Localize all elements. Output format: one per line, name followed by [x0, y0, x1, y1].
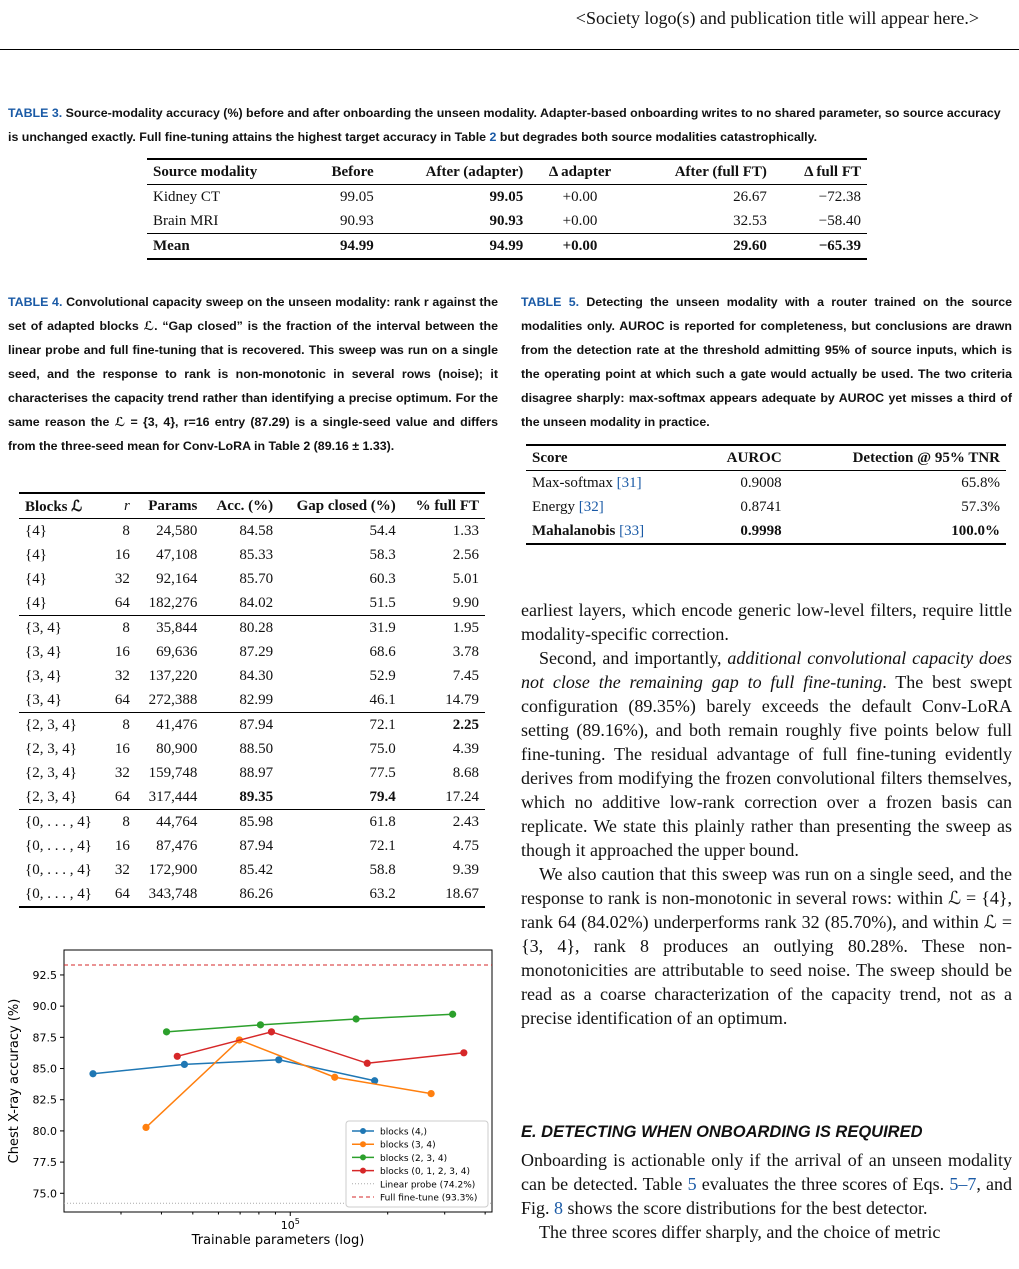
- table-cell: 16: [114, 643, 130, 660]
- table4-col: Gap closed (%): [279, 493, 402, 519]
- table-cell: {2, 3, 4}: [25, 764, 77, 781]
- table-cell: 0.9998: [696, 519, 788, 544]
- table-cell: {0, . . . , 4}: [19, 810, 106, 835]
- table-cell: {2, 3, 4}: [25, 788, 77, 805]
- table3-mean-row: [147, 234, 867, 260]
- table-cell: 26.67: [733, 188, 767, 205]
- table-cell: 41,476: [136, 713, 203, 738]
- table-row: [19, 810, 485, 835]
- data-point: [174, 1053, 181, 1060]
- table3-col: Δ adapter: [529, 159, 630, 185]
- table3-col: Before: [306, 159, 380, 185]
- table3-col: Source modality: [147, 159, 306, 185]
- table-row: [19, 882, 485, 907]
- table3: [147, 158, 867, 260]
- table-row: [19, 761, 485, 785]
- table-cell: {4}: [25, 570, 47, 587]
- table-cell: 87.29: [239, 643, 274, 660]
- data-point: [353, 1015, 360, 1022]
- table4-caption-text: Convolutional capacity sweep on the unseen modality: rank r against the set of adapted blocks ℒ. “Gap closed” is the fraction of the interval between the linear probe and full fine-tuning that is recovered. This sweep was run on a single seed, and the response to rank is non-monotonic in several rows (noise); it characterises the capacity trend rather than identifying a precise optimum. For the same reason the ℒ = {3, 4}, r=16 entry (87.29) is a single-seed value and differs from the three-seed mean for Conv-LoRA in Table 2 (89.16 ± 1.33).: [8, 295, 498, 453]
- table-row: [19, 616, 485, 641]
- table-cell: Max-softmax [31]: [532, 474, 642, 491]
- table-cell: 9.90: [452, 594, 479, 611]
- table-cell: 8: [122, 522, 130, 539]
- table-cell: 32: [114, 764, 130, 781]
- table4-col: Params: [136, 493, 203, 519]
- table-cell: 61.8: [279, 810, 402, 835]
- table-cell: 69,636: [156, 643, 198, 660]
- table-cell: 64: [106, 882, 136, 907]
- table-cell: 31.9: [279, 616, 402, 641]
- paragraph: We also caution that this sweep was run on a single seed, and the response to rank is non-monotonic in several rows: within ℒ = {4}, rank 64 (84.02%) underperforms rank 32 (85.70%), and within ℒ = {3, 4}, rank 8 produces an outlying 80.28%. These non-monotonicities are attributable to seed noise. The sweep should be read as a coarse characterization of the capacity trend, not as a precise identification of an optimum.: [521, 864, 1012, 1028]
- table-cell: 7.45: [452, 667, 479, 684]
- data-point: [449, 1011, 456, 1018]
- table-cell: {4}: [25, 546, 47, 563]
- table-cell: 0.8741: [740, 498, 782, 515]
- table-cell: 8: [106, 713, 136, 738]
- table-cell: {3, 4}: [25, 667, 62, 684]
- table-cell: 85.33: [239, 546, 274, 563]
- paragraph: Second, and importantly, additional convolutional capacity does not close the remaining gap to full fine-tuning. The best swept configuration (89.35%) barely exceeds the default Conv-LoRA setting (89.16%), and both remain roughly five points below full fine-tuning. The residual advantage of full fine-tuning evidently derives from modifying the frozen convolutional filters themselves, which no additive low-rank correction over a frozen basis can replicate. We state this plainly rather than presenting the sweep as though it approached the upper bound.: [521, 648, 1012, 860]
- table-row: [19, 591, 485, 616]
- table-cell: 16: [114, 740, 130, 757]
- table3-col: After (adapter): [380, 159, 530, 185]
- table-cell: 68.6: [369, 643, 396, 660]
- y-tick-label: 90.0: [32, 1000, 57, 1014]
- table-cell: 63.2: [279, 882, 402, 907]
- table-cell: 79.4: [369, 788, 396, 805]
- table3-col: After (full FT): [631, 159, 773, 185]
- table-row: [19, 567, 485, 591]
- table-cell: {4}: [25, 594, 47, 611]
- citation-link[interactable]: [32]: [578, 498, 604, 515]
- table-row: [526, 471, 1006, 496]
- table-cell: 85.70: [239, 570, 274, 587]
- y-tick-label: 82.5: [32, 1093, 57, 1107]
- table-cell: 86.26: [203, 882, 279, 907]
- table-cell: +0.00: [562, 188, 598, 205]
- table5: [526, 444, 1006, 545]
- series-line: [167, 1014, 453, 1032]
- paragraph: The three scores differ sharply, and the choice of metric: [539, 1222, 941, 1242]
- table-cell: 88.50: [239, 740, 274, 757]
- table-cell: 5.01: [452, 570, 479, 587]
- table-row: [147, 209, 867, 234]
- table5-col: AUROC: [696, 445, 788, 471]
- table-cell: 77.5: [369, 764, 396, 781]
- x-tick-label: $10^5$: [280, 1217, 300, 1232]
- table-row: [526, 495, 1006, 519]
- table-row: [19, 543, 485, 567]
- table-cell: 84.02: [239, 594, 274, 611]
- table3-header-row: [147, 159, 867, 185]
- table4: [19, 492, 485, 908]
- table-row: [19, 664, 485, 688]
- table-cell: 32: [114, 570, 130, 587]
- table-cell: 8.68: [452, 764, 479, 781]
- table-cell: 60.3: [369, 570, 396, 587]
- y-tick-label: 77.5: [32, 1156, 57, 1170]
- table-cell: 57.3%: [961, 498, 1000, 515]
- table-cell: 84.30: [239, 667, 274, 684]
- data-point: [163, 1028, 170, 1035]
- table-cell: 24,580: [156, 522, 198, 539]
- table-cell: {3, 4}: [19, 616, 106, 641]
- table-cell: 8: [106, 616, 136, 641]
- table-cell: 272,388: [148, 691, 198, 708]
- table-cell: 18.67: [402, 882, 485, 907]
- table-cell: Kidney CT: [153, 188, 221, 205]
- table-row: [19, 858, 485, 882]
- legend-label: Full fine-tune (93.3%): [380, 1193, 478, 1204]
- data-point: [428, 1090, 435, 1097]
- chart-xlabel: Trainable parameters (log): [191, 1233, 365, 1248]
- table-cell: 9.39: [452, 861, 479, 878]
- table-cell: 80.28: [203, 616, 279, 641]
- table4-col: Blocks ℒ: [19, 493, 106, 519]
- table-cell: 94.99: [380, 234, 530, 260]
- table-cell: −58.40: [818, 212, 861, 229]
- data-point: [275, 1056, 282, 1063]
- table-cell: {3, 4}: [25, 643, 62, 660]
- table3-caption: [8, 101, 1012, 149]
- table-cell: 99.05: [489, 188, 524, 205]
- table4-col: Acc. (%): [203, 493, 279, 519]
- table-cell: {0, . . . , 4}: [25, 837, 92, 854]
- table3-col: Δ full FT: [773, 159, 867, 185]
- table-cell: 2.25: [402, 713, 485, 738]
- table-cell: 8: [106, 810, 136, 835]
- table-cell: 0.9008: [740, 474, 782, 491]
- table-cell: 85.98: [203, 810, 279, 835]
- data-point: [181, 1061, 188, 1068]
- table-cell: 182,276: [148, 594, 198, 611]
- citation-link[interactable]: [33]: [619, 522, 645, 539]
- table-cell: 94.99: [306, 234, 380, 260]
- table-cell: 87,476: [156, 837, 198, 854]
- table4-col: % full FT: [402, 493, 485, 519]
- data-point: [142, 1124, 149, 1131]
- table-cell: 317,444: [148, 788, 198, 805]
- table4-label: TABLE 4.: [8, 295, 63, 309]
- data-point: [364, 1060, 371, 1067]
- section-heading: E. DETECTING WHEN ONBOARDING IS REQUIRED: [521, 1123, 923, 1141]
- table-cell: 72.1: [279, 713, 402, 738]
- running-header: <Society logo(s) and publication title will appear here.>: [575, 8, 979, 28]
- table-cell: 64: [114, 691, 130, 708]
- table-cell: {3, 4}: [25, 691, 62, 708]
- table-cell: {0, . . . , 4}: [19, 882, 106, 907]
- y-tick-label: 87.5: [32, 1031, 57, 1045]
- table-cell: 159,748: [148, 764, 198, 781]
- citation-link[interactable]: [31]: [616, 474, 642, 491]
- table-cell: 29.60: [631, 234, 773, 260]
- table5-label: TABLE 5.: [521, 295, 580, 309]
- table-cell: {4}: [25, 522, 47, 539]
- figure-ref-link[interactable]: 8: [554, 1198, 564, 1218]
- table4-col: r: [106, 493, 136, 519]
- table-cell: {2, 3, 4}: [25, 740, 77, 757]
- table-cell: 4.39: [452, 740, 479, 757]
- table-cell: 54.4: [369, 522, 396, 539]
- table-cell: 16: [114, 546, 130, 563]
- legend-marker: [360, 1168, 366, 1174]
- table-cell: 16: [114, 837, 130, 854]
- table-cell: 65.8%: [961, 474, 1000, 491]
- table5-col: Detection @ 95% TNR: [788, 445, 1006, 471]
- legend-marker: [360, 1128, 366, 1134]
- y-tick-label: 75.0: [32, 1187, 57, 1201]
- table-row: [19, 713, 485, 738]
- table3-caption-text: Source-modality accuracy (%) before and after onboarding the unseen modality. Adapter-based onboarding writes to no shared parameter, so source accuracy is unchanged exactly. Full fine-tuning attains the highest target accuracy in Table 2 but degrades both source modalities catastrophically.: [8, 106, 1001, 144]
- legend-label: Linear probe (74.2%): [380, 1180, 476, 1191]
- table-cell: 100.0%: [788, 519, 1006, 544]
- table-row: [526, 519, 1006, 544]
- table-cell: 99.05: [339, 188, 374, 205]
- table-cell: 14.79: [445, 691, 479, 708]
- table-cell: 44,764: [136, 810, 203, 835]
- paragraph: earliest layers, which encode generic low-level filters, require little modality-specific correction.: [521, 600, 1012, 644]
- table3-label: TABLE 3.: [8, 106, 63, 120]
- table-cell: 2.43: [402, 810, 485, 835]
- data-point: [460, 1049, 467, 1056]
- table-cell: 4.75: [452, 837, 479, 854]
- table-cell: 88.97: [239, 764, 274, 781]
- table-cell: −72.38: [818, 188, 861, 205]
- table-cell: 52.9: [369, 667, 396, 684]
- table-row: [19, 640, 485, 664]
- table-cell: 1.33: [452, 522, 479, 539]
- data-point: [268, 1028, 275, 1035]
- table-cell: 32: [114, 667, 130, 684]
- body-column-2: [521, 1148, 1012, 1244]
- table-cell: 47,108: [156, 546, 198, 563]
- table-cell: 84.58: [239, 522, 274, 539]
- table-cell: 46.1: [369, 691, 396, 708]
- header-rule: [0, 49, 1019, 50]
- y-tick-label: 92.5: [32, 968, 57, 982]
- table-cell: 35,844: [136, 616, 203, 641]
- table-cell: Mean: [147, 234, 306, 260]
- table-cell: 64: [114, 594, 130, 611]
- data-point: [257, 1021, 264, 1028]
- table-cell: 343,748: [136, 882, 203, 907]
- data-point: [89, 1070, 96, 1077]
- table-cell: 1.95: [402, 616, 485, 641]
- legend-label: blocks (2, 3, 4): [380, 1153, 448, 1164]
- table-cell: 17.24: [445, 788, 479, 805]
- table-cell: Energy [32]: [532, 498, 604, 515]
- y-tick-label: 85.0: [32, 1062, 57, 1076]
- legend-label: blocks (3, 4): [380, 1140, 436, 1151]
- legend-marker: [360, 1154, 366, 1160]
- table-cell: 90.93: [339, 212, 374, 229]
- table5-caption: [521, 290, 1012, 434]
- table-cell: {2, 3, 4}: [19, 713, 106, 738]
- table5-caption-text: Detecting the unseen modality with a router trained on the source modalities only. AUROC is reported for completeness, but conclusions are drawn from the detection rate at the threshold admitting 95% of source inputs, which is the operating point at which such a gate would actually be used. The two criteria disagree sharply: max-softmax appears adequate by AUROC yet misses a third of the unseen modality in practice.: [521, 295, 1012, 429]
- table-cell: 58.8: [369, 861, 396, 878]
- table-cell: 137,220: [148, 667, 198, 684]
- table-cell: 90.93: [489, 212, 524, 229]
- table-cell: {0, . . . , 4}: [25, 861, 92, 878]
- table-cell: +0.00: [529, 234, 630, 260]
- table-cell: 87.94: [203, 713, 279, 738]
- table-row: [19, 519, 485, 544]
- table-cell: 58.3: [369, 546, 396, 563]
- table-cell: 3.78: [452, 643, 479, 660]
- table-cell: 82.99: [239, 691, 274, 708]
- table-cell: 72.1: [369, 837, 396, 854]
- table-row: [147, 185, 867, 210]
- table-cell: 85.42: [239, 861, 274, 878]
- equation-ref-link[interactable]: 5–7: [949, 1174, 977, 1194]
- table-ref-link[interactable]: 5: [687, 1174, 697, 1194]
- capacity-chart: [0, 945, 500, 1255]
- table-row: [19, 785, 485, 810]
- legend-label: blocks (4,): [380, 1127, 428, 1138]
- table-cell: 32: [114, 861, 130, 878]
- table-row: [19, 688, 485, 713]
- table-cell: 51.5: [369, 594, 396, 611]
- table-cell: 2.56: [452, 546, 479, 563]
- table-row: [19, 834, 485, 858]
- legend-label: blocks (0, 1, 2, 3, 4): [380, 1167, 470, 1178]
- table-cell: Brain MRI: [153, 212, 219, 229]
- table-cell: 75.0: [369, 740, 396, 757]
- table4-caption: [8, 290, 498, 458]
- table-cell: 32.53: [733, 212, 767, 229]
- table-cell: Mahalanobis [33]: [526, 519, 696, 544]
- table5-col: Score: [526, 445, 696, 471]
- table-row: [19, 737, 485, 761]
- legend-marker: [360, 1141, 366, 1147]
- table-cell: 89.35: [239, 788, 274, 805]
- table-cell: 172,900: [148, 861, 198, 878]
- table-cell: 64: [114, 788, 130, 805]
- table-cell: 87.94: [239, 837, 274, 854]
- y-tick-label: 80.0: [32, 1124, 57, 1138]
- data-point: [331, 1074, 338, 1081]
- table-cell: −65.39: [773, 234, 867, 260]
- table-cell: 80,900: [156, 740, 198, 757]
- table-cell: 92,164: [156, 570, 198, 587]
- body-column: [521, 598, 1012, 1030]
- table-cell: +0.00: [562, 212, 598, 229]
- table-ref-link[interactable]: 2: [489, 130, 497, 144]
- chart-ylabel: Chest X-ray accuracy (%): [7, 998, 22, 1164]
- paragraph: Onboarding is actionable only if the arrival of an unseen modality can be detected. Table 5 evaluates the three scores of Eqs. 5–7, and Fig. 8 shows the score distributions for the best detector.: [521, 1150, 1013, 1218]
